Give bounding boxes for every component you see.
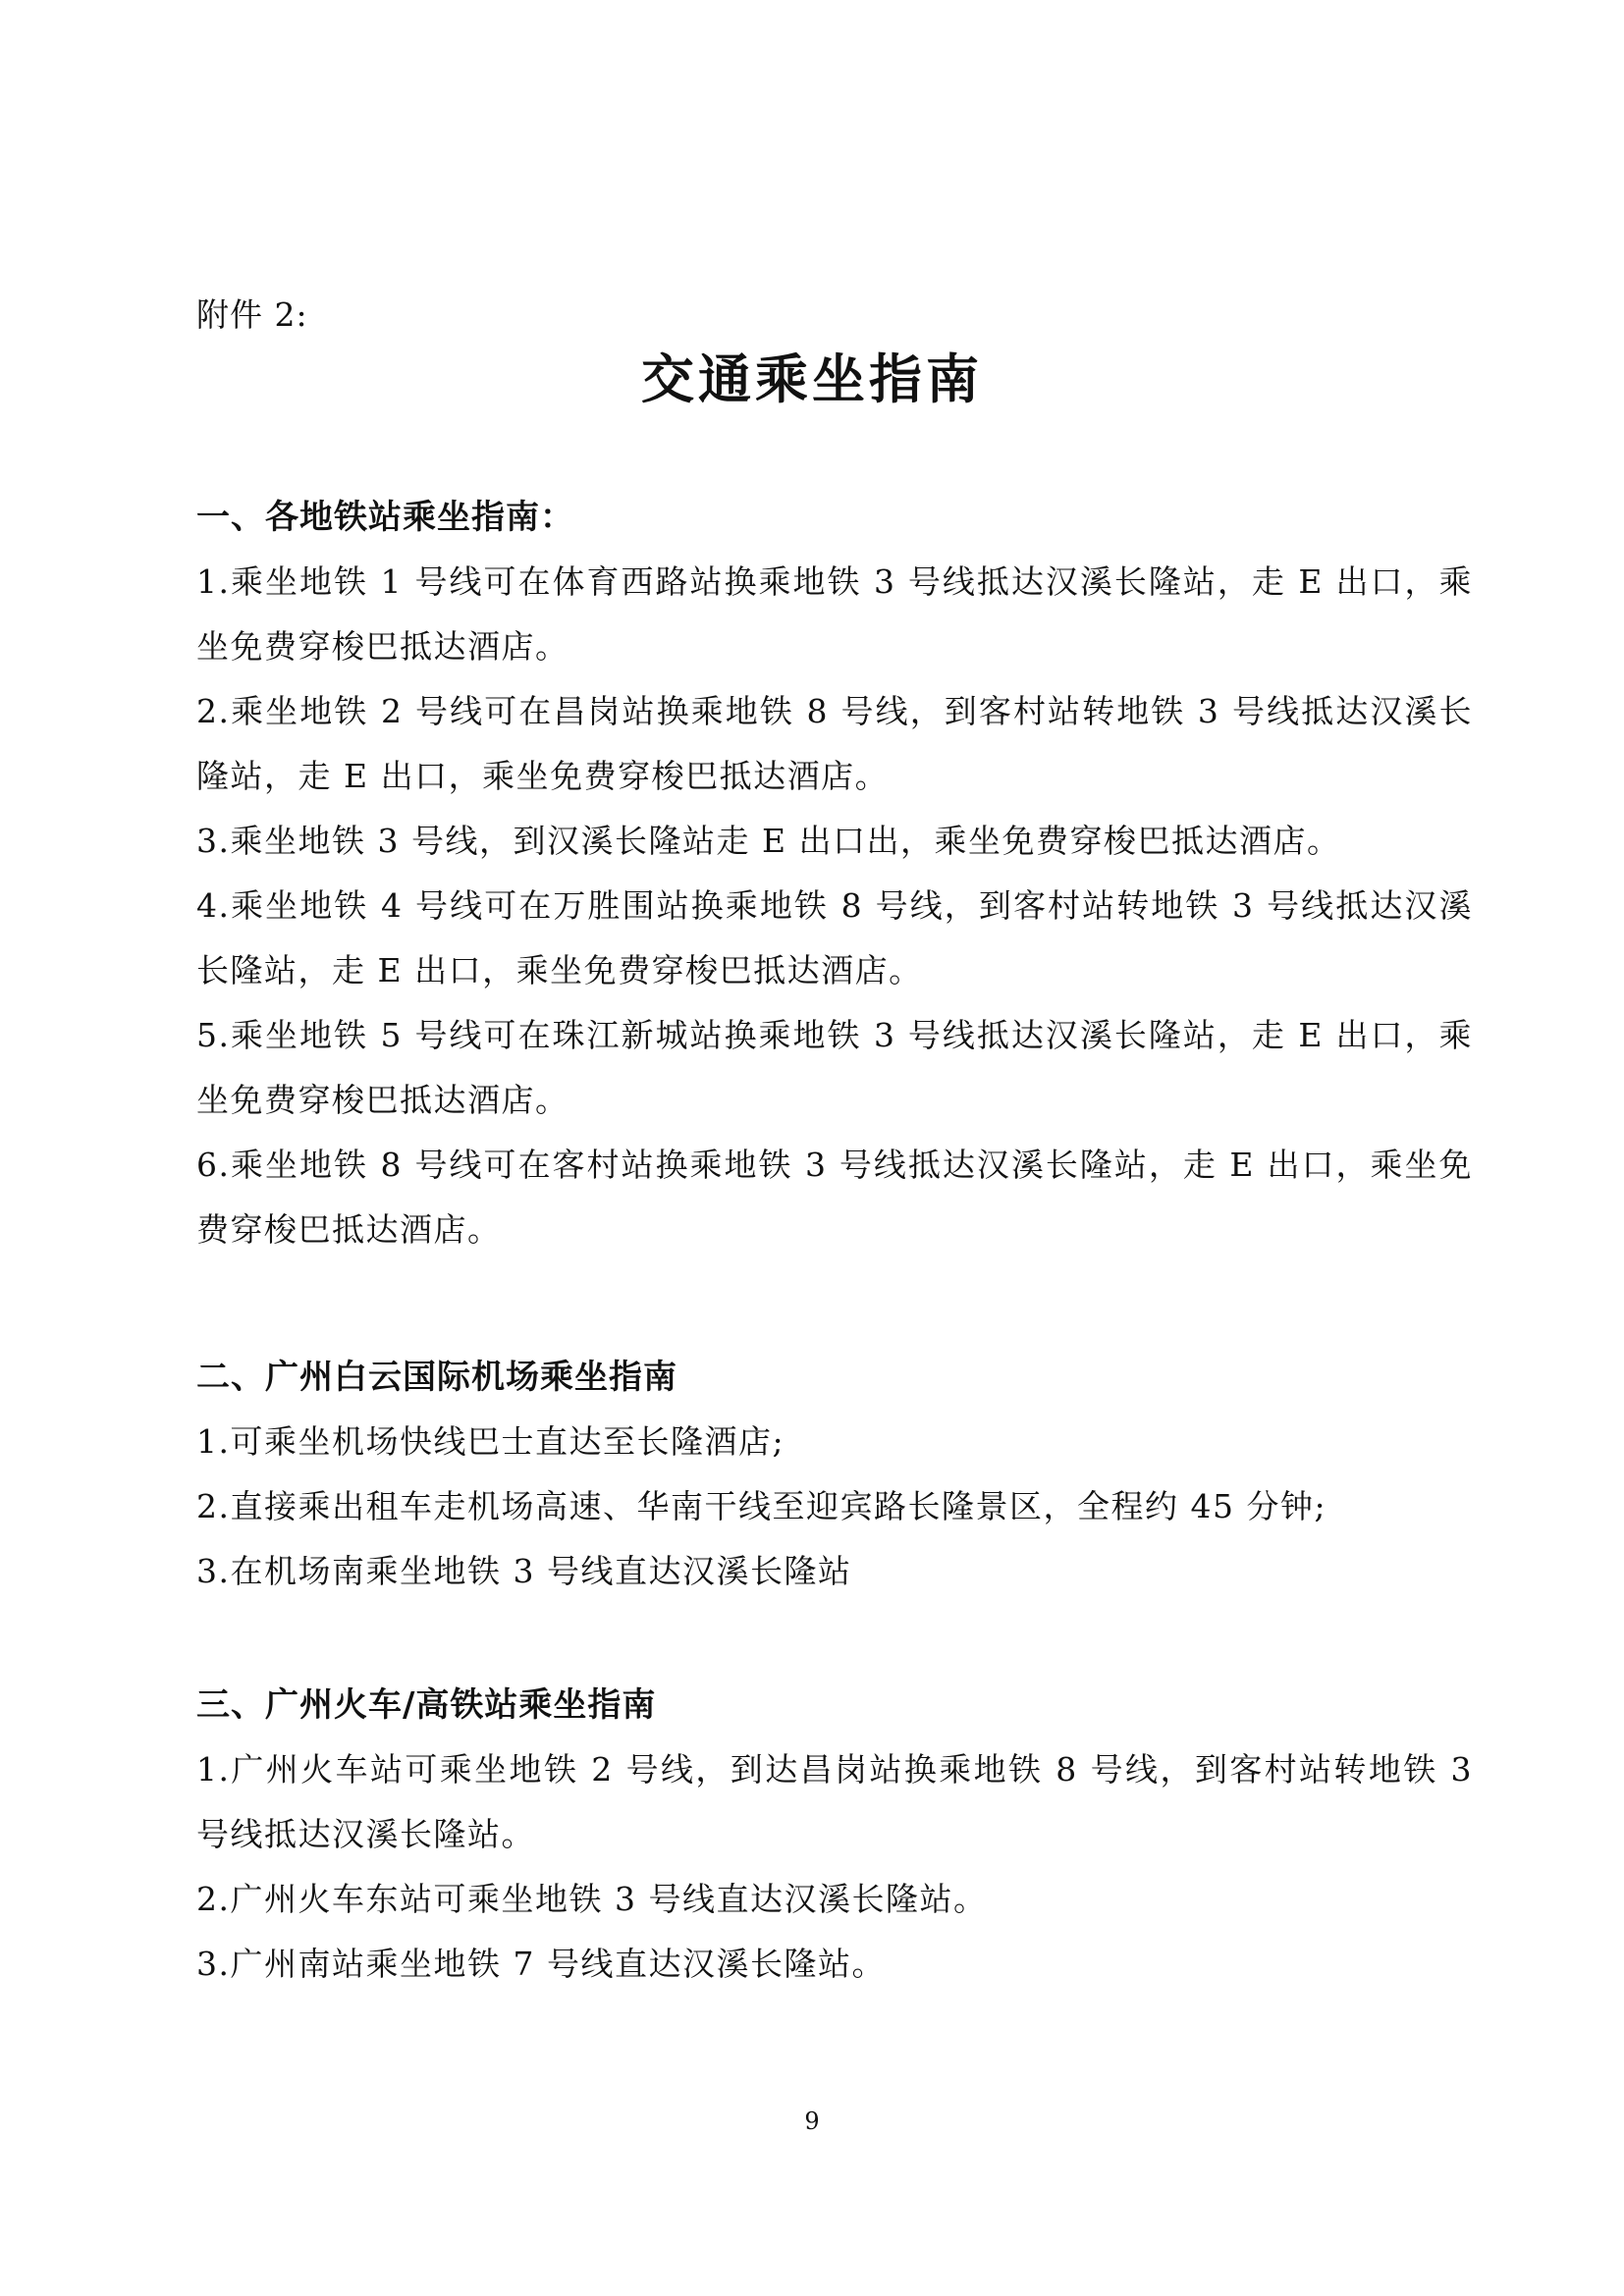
section-heading: 一、各地铁站乘坐指南：: [196, 498, 574, 537]
list-item: 2.广州火车东站可乘坐地铁 3 号线直达汉溪长隆站。: [196, 1880, 988, 1918]
section-heading: 二、广州白云国际机场乘坐指南: [196, 1358, 677, 1397]
section-subway: [196, 485, 1473, 1262]
page-title: 交通乘坐指南: [641, 348, 983, 410]
section-airport: [196, 1345, 1473, 1604]
list-item: 3.广州南站乘坐地铁 7 号线直达汉溪长隆站。: [196, 1945, 886, 1983]
attachment-label: 附件 2:: [196, 295, 308, 334]
list-item: 1.乘坐地铁 1 号线可在体育西路站换乘地铁 3 号线抵达汉溪长隆站，走 E 出口，乘坐免费穿梭巴抵达酒店。: [196, 562, 1473, 666]
list-item: 4.乘坐地铁 4 号线可在万胜围站换乘地铁 8 号线，到客村站转地铁 3 号线抵达汉溪长隆站，走 E 出口，乘坐免费穿梭巴抵达酒店。: [196, 886, 1473, 989]
list-item: 3.在机场南乘坐地铁 3 号线直达汉溪长隆站: [196, 1552, 852, 1590]
list-item: 6.乘坐地铁 8 号线可在客村站换乘地铁 3 号线抵达汉溪长隆站，走 E 出口，乘坐免费穿梭巴抵达酒店。: [196, 1146, 1473, 1249]
list-item: 2.乘坐地铁 2 号线可在昌岗站换乘地铁 8 号线，到客村站转地铁 3 号线抵达汉溪长隆站，走 E 出口，乘坐免费穿梭巴抵达酒店。: [196, 692, 1473, 795]
list-item: 3.乘坐地铁 3 号线，到汉溪长隆站走 E 出口出，乘坐免费穿梭巴抵达酒店。: [196, 822, 1341, 860]
page-number: 9: [804, 2108, 820, 2135]
list-item: 1.可乘坐机场快线巴士直达至长隆酒店;: [196, 1422, 785, 1461]
section-railway: [196, 1673, 1473, 1997]
list-item: 2.直接乘出租车走机场高速、华南干线至迎宾路长隆景区，全程约 45 分钟;: [196, 1487, 1327, 1525]
list-item: 1.广州火车站可乘坐地铁 2 号线，到达昌岗站换乘地铁 8 号线，到客村站转地铁 3 号线抵达汉溪长隆站。: [196, 1750, 1473, 1853]
list-item: 5.乘坐地铁 5 号线可在珠江新城站换乘地铁 3 号线抵达汉溪长隆站，走 E 出口，乘坐免费穿梭巴抵达酒店。: [196, 1016, 1473, 1119]
section-heading: 三、广州火车/高铁站乘坐指南: [196, 1685, 657, 1725]
